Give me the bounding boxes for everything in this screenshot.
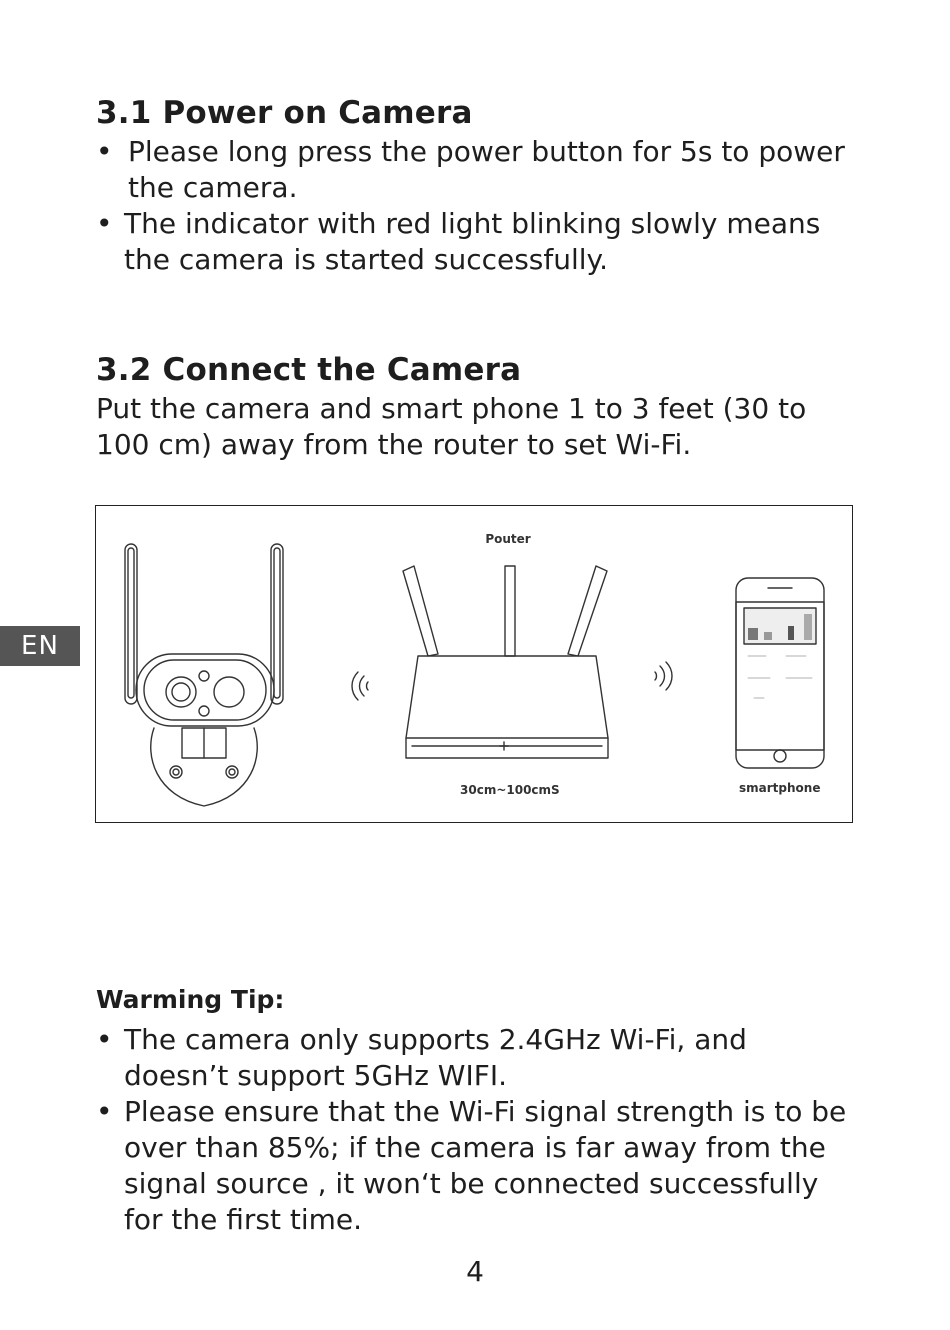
body-line: Put the camera and smart phone 1 to 3 feet (30 to — [96, 392, 807, 425]
bullet-dot: • — [96, 1095, 113, 1128]
diagram-illustration — [96, 506, 854, 824]
bullet-dot: • — [96, 135, 113, 168]
distance-label: 30cm~100cmS — [460, 783, 560, 797]
bullet-text-line: Please long press the power button for 5s to power — [128, 135, 845, 168]
page-number: 4 — [466, 1255, 484, 1288]
language-tab: EN — [0, 626, 80, 666]
warming-tip-title: Warming Tip: — [96, 985, 285, 1014]
bullet-dot: • — [96, 207, 113, 240]
smartphone-label: smartphone — [739, 781, 821, 795]
bullet-text-line: the camera. — [128, 171, 298, 204]
bullet-text-line: over than 85%; if the camera is far away from the — [124, 1131, 826, 1164]
bullet-item — [96, 1022, 886, 1094]
warming-tip-bullet-list — [96, 1022, 886, 1238]
bullet-text-line: doesn’t support 5GHz WIFI. — [124, 1059, 508, 1092]
section-3-1-bullet-list — [96, 134, 886, 278]
router-label: Pouter — [485, 532, 531, 546]
smartphone-illustration — [736, 578, 824, 768]
body-line: 100 cm) away from the router to set Wi-Fi. — [96, 428, 692, 461]
bullet-text-line: the camera is started successfully. — [124, 243, 609, 276]
bullet-item — [96, 206, 886, 278]
camera-illustration — [125, 544, 283, 806]
bullet-text-line: The indicator with red light blinking slowly means — [124, 207, 821, 240]
bullet-item — [96, 134, 886, 206]
section-3-2-body — [96, 391, 806, 463]
bullet-item — [96, 1094, 886, 1238]
section-3-1-heading: 3.1 Power on Camera — [96, 95, 473, 131]
router-illustration — [352, 566, 672, 758]
bullet-dot: • — [96, 1023, 113, 1056]
bullet-text-line: signal source , it won‘t be connected successfully — [124, 1167, 819, 1200]
bullet-text-line: for the first time. — [124, 1203, 363, 1236]
bullet-text-line: Please ensure that the Wi-Fi signal strength is to be — [124, 1095, 847, 1128]
bullet-text-line: The camera only supports 2.4GHz Wi-Fi, and — [124, 1023, 747, 1056]
section-3-2-heading: 3.2 Connect the Camera — [96, 352, 522, 388]
setup-diagram — [95, 505, 853, 823]
